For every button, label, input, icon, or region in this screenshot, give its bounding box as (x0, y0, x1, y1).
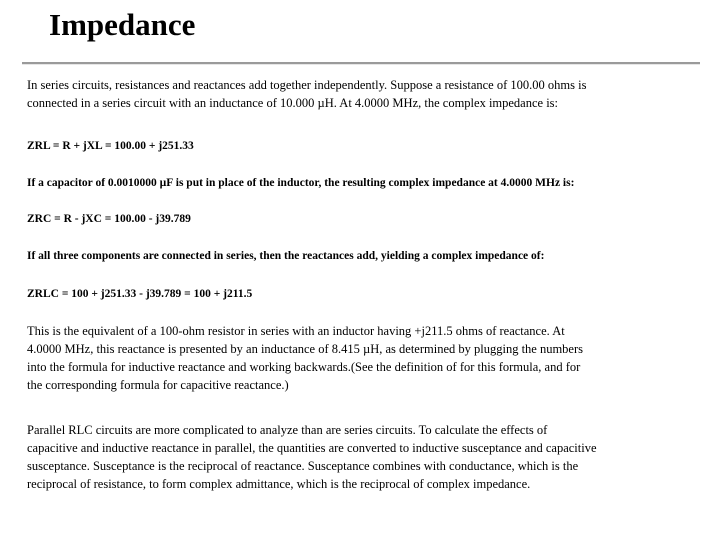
parallel-line-3: susceptance. Susceptance is the reciprocal of reactance. Susceptance combines with conductance, which is the (27, 459, 579, 473)
equivalent-line-1: This is the equivalent of a 100-ohm resistor in series with an inductor having +j211.5 ohms of reactance. At (27, 324, 565, 338)
intro-line-2: connected in a series circuit with an inductance of 10.000 µH. At 4.0000 MHz, the complex impedance is: (27, 96, 559, 110)
zrl-equation: ZRL = R + jXL = 100.00 + j251.33 (27, 140, 194, 152)
equivalent-line-2: 4.0000 MHz, this reactance is presented by an inductance of 8.415 µH, as determined by plugging the numbers (27, 342, 584, 356)
intro-line-1: In series circuits, resistances and reactances add together independently. Suppose a resistance of 100.00 ohms is (27, 78, 587, 92)
equivalent-paragraph (27, 322, 583, 394)
intro-paragraph (27, 76, 586, 112)
zrc-equation: ZRC = R - jXC = 100.00 - j39.789 (27, 213, 191, 225)
title-divider (22, 62, 700, 65)
page-title: Impedance (49, 7, 196, 42)
parallel-line-4: reciprocal of resistance, to form complex admittance, which is the reciprocal of complex impedance. (27, 477, 531, 491)
equivalent-line-4: the corresponding formula for capacitive reactance.) (27, 378, 289, 392)
parallel-line-1: Parallel RLC circuits are more complicated to analyze than are series circuits. To calculate the effects of (27, 423, 548, 437)
equivalent-line-3: into the formula for inductive reactance and working backwards.(See the definition of for this formula, and for (27, 360, 581, 374)
parallel-line-2: capacitive and inductive reactance in parallel, the quantities are converted to inductive susceptance and capacitive (27, 441, 597, 455)
parallel-paragraph (27, 421, 597, 493)
series-sentence: If all three components are connected in series, then the reactances add, yielding a complex impedance of: (27, 250, 545, 262)
capacitor-sentence: If a capacitor of 0.0010000 µF is put in place of the inductor, the resulting complex impedance at 4.0000 MHz is: (27, 177, 575, 189)
zrlc-equation: ZRLC = 100 + j251.33 - j39.789 = 100 + j211.5 (27, 288, 253, 300)
